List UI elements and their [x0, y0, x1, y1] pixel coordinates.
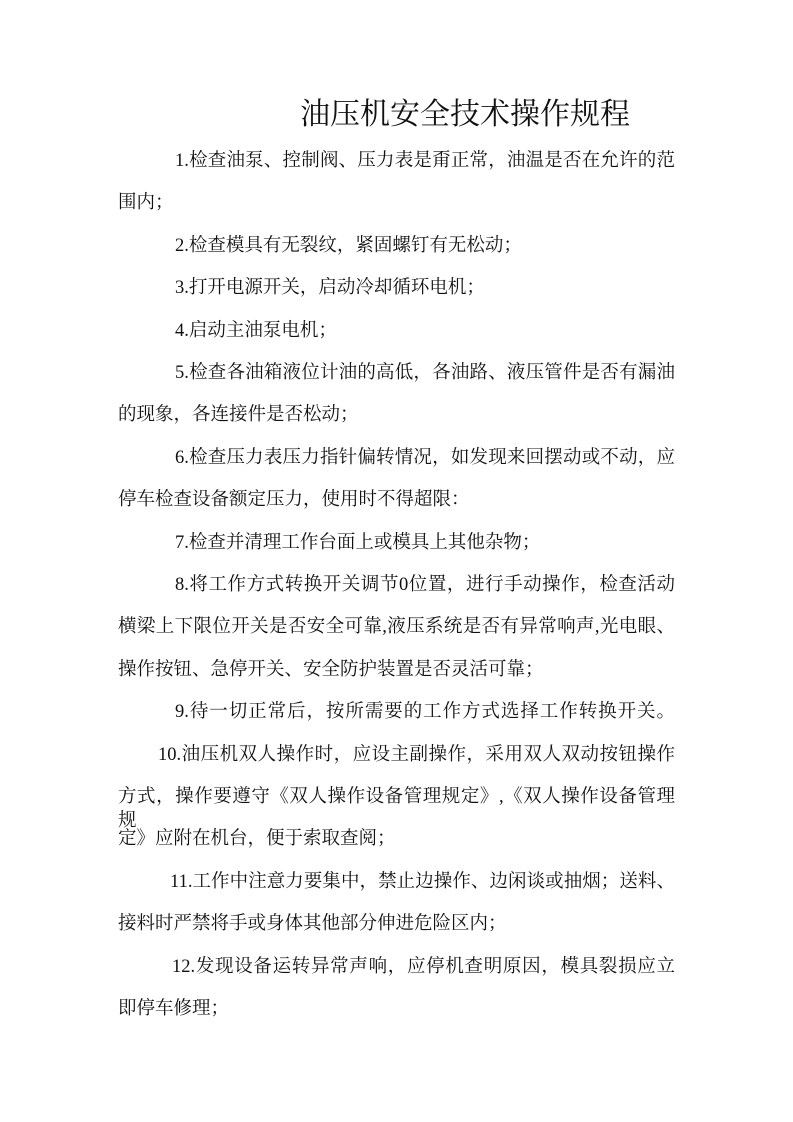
text-line: 操作按钮、急停开关、安全防护装置是否灵活可靠；	[118, 659, 544, 680]
text-line: 5.检查各油箱液位计油的高低，各油路、液压管件是否有漏油	[175, 363, 675, 383]
text-line: 1.检查油泵、控制阀、压力表是甭正常，油温是否在允许的范	[175, 151, 675, 171]
text-line: 横梁上下限位开关是否安全可靠,液压系统是否有异常响声,光电眼、	[118, 617, 675, 638]
text-line: 3.打开电源开关，启动冷却循环电机；	[175, 278, 485, 299]
text-line: 停车检查设备额定压力，使用时不得超限：	[118, 490, 470, 511]
text-line: 的现象，各连接件是否松动；	[118, 405, 359, 426]
text-line: 即停车修理；	[118, 999, 230, 1019]
text-line: 围内；	[118, 193, 174, 214]
text-line: 接料时严禁将手或身体其他部分伸进危险区内；	[118, 914, 507, 935]
text-line: 8.将工作方式转换开关调节0位置，进行手动操作，检查活动	[175, 575, 675, 595]
text-line: 10.油压机双人操作时，应设主副操作，采用双人双动按钮操作	[158, 744, 675, 765]
text-line: 12.发现设备运转异常声响，应停机查明原因，模具裂损应立	[172, 956, 675, 977]
text-line: 9.待一切正常后，按所需要的工作方式选择工作转换开关。	[175, 702, 675, 723]
text-line: 2.检查模具有无裂纹，紧固螺钉有无松动；	[175, 235, 522, 256]
text-line: 11.工作中注意力要集中，禁止边操作、边闲谈或抽烟；送料、	[170, 871, 675, 892]
text-line: 7.检查并清理工作台面上或模具上其他杂物；	[175, 532, 541, 553]
text-line: 4.启动主油泵电机；	[175, 320, 337, 341]
document-title: 油压机安全技术操作规程	[300, 98, 630, 131]
text-line: 方式，操作要遵守《双人操作设备管理规定》,《双人操作设备管理规	[118, 787, 675, 831]
text-line: 定》应附在机台，便于索取查阅；	[118, 829, 396, 850]
text-line: 6.检查压力表压力指针偏转情况，如发现来回摆动或不动，应	[175, 447, 675, 468]
